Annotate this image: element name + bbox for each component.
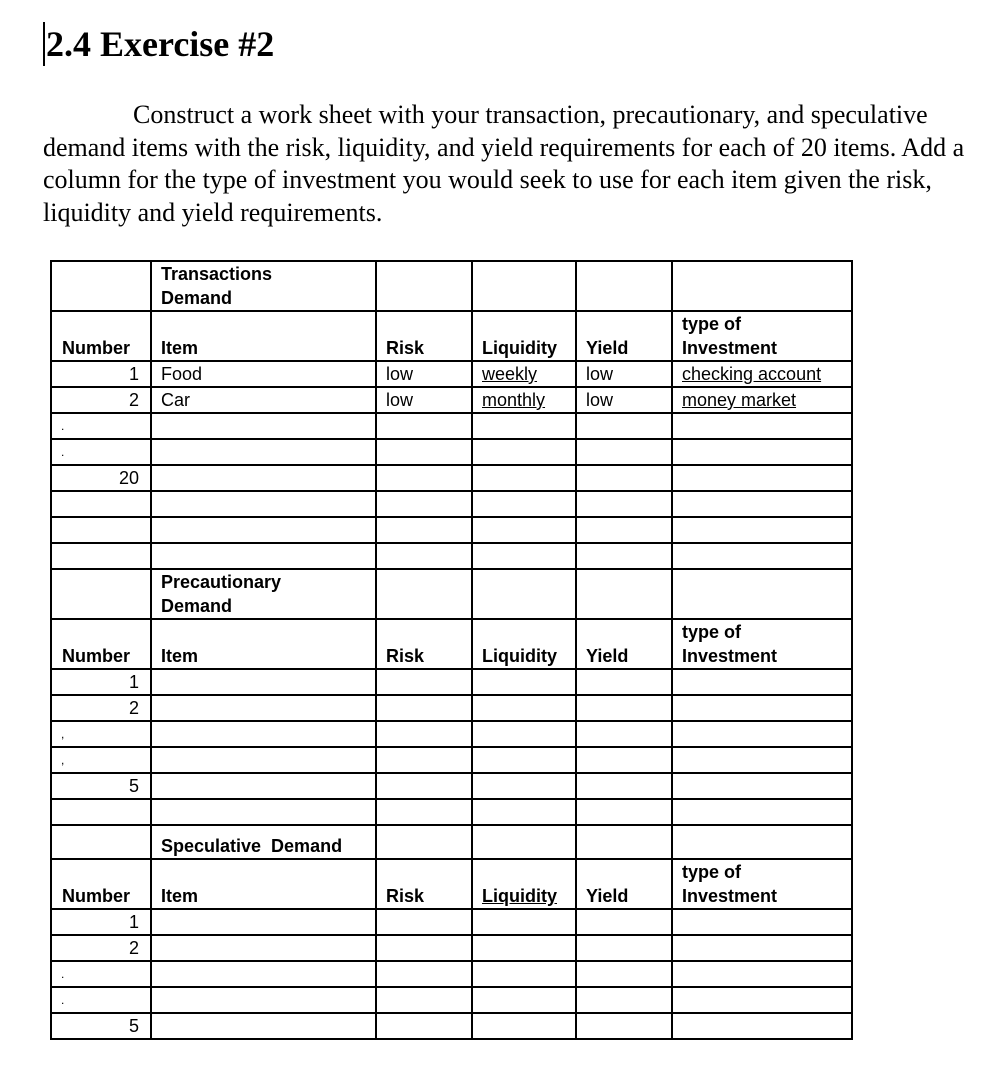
table-row: , [51, 721, 852, 747]
table-row: . [51, 439, 852, 465]
table-row [51, 543, 852, 569]
column-header-row [51, 619, 852, 669]
type-of-investment-header: type of Investment [672, 619, 852, 669]
liquidity-header: Liquidity [472, 619, 576, 669]
table-row [51, 517, 852, 543]
table-row: , [51, 747, 852, 773]
table-row [51, 491, 852, 517]
precautionary-heading: Precautionary Demand [151, 569, 376, 619]
risk-header: Risk [376, 859, 472, 909]
precautionary-heading-row [51, 569, 852, 619]
liquidity-header: Liquidity [472, 859, 576, 909]
table-row: 5 [51, 773, 852, 799]
table-row: 2 Car low monthly low money market [51, 387, 852, 413]
number-header: Number [51, 619, 151, 669]
number-header: Number [51, 311, 151, 361]
yield-header: Yield [576, 619, 672, 669]
table-row: 20 [51, 465, 852, 491]
type-of-investment-header: type of Investment [672, 859, 852, 909]
item-header: Item [151, 859, 376, 909]
risk-header: Risk [376, 311, 472, 361]
page-title: 2.4 Exercise #2 [43, 22, 274, 66]
table-row: 2 [51, 695, 852, 721]
item-header: Item [151, 311, 376, 361]
speculative-heading: Speculative Demand [151, 825, 376, 859]
transactions-heading-row [51, 261, 852, 311]
number-header: Number [51, 859, 151, 909]
speculative-heading-row [51, 825, 852, 859]
table-row: 1 [51, 909, 852, 935]
table-row: . [51, 413, 852, 439]
item-header: Item [151, 619, 376, 669]
column-header-row [51, 859, 852, 909]
table-row: 1 [51, 669, 852, 695]
table-row: 2 [51, 935, 852, 961]
type-of-investment-header: type of Investment [672, 311, 852, 361]
table-row: 5 [51, 1013, 852, 1039]
risk-header: Risk [376, 619, 472, 669]
liquidity-header: Liquidity [472, 311, 576, 361]
table-row: . [51, 987, 852, 1013]
table-row [51, 799, 852, 825]
table-row: 1 Food low weekly low checking account [51, 361, 852, 387]
yield-header: Yield [576, 311, 672, 361]
worksheet-table [50, 260, 853, 1040]
table-row: . [51, 961, 852, 987]
yield-header: Yield [576, 859, 672, 909]
transactions-heading: Transactions Demand [151, 261, 376, 311]
instructions-paragraph: Construct a work sheet with your transaction, precautionary, and speculative demand items with the risk, liquidity, and yield requirements for each of 20 items. Add a column for the type of investment you would seek to use for each item given the risk, liquidity and yield requirements. [43, 100, 965, 227]
column-header-row [51, 311, 852, 361]
